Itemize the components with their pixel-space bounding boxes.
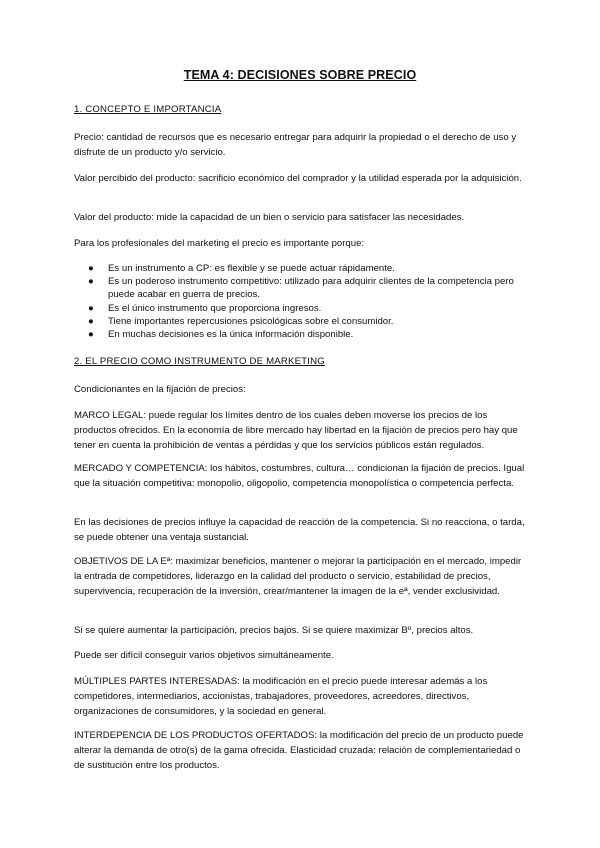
bullet-icon: ● [88, 302, 94, 314]
paragraph-dificil: Puede ser difícil conseguir varios objetivos simultáneamente. [74, 650, 334, 661]
bullet-icon: ● [88, 329, 94, 341]
paragraph-marco-legal: MARCO LEGAL: puede regular los límites dentro de los cuales deben moverse los precios de los productos ofrecidos. En la economía de libre mercado hay libertad en la fijación de precios pero hay que tener en cuenta la prohibición de ventas a pérdidas y que los servicios públicos están regulados. [74, 410, 518, 451]
bullet-icon: ● [88, 315, 94, 327]
paragraph-precio: Precio: cantidad de recursos que es necesario entregar para adquirir la propiedad o el derecho de uso y disfrute de un producto y/o servicio. [74, 132, 517, 158]
document-title: TEMA 4: DECISIONES SOBRE PRECIO [183, 68, 417, 82]
list-item: ● En muchas decisiones es la única información disponible. [88, 329, 354, 341]
paragraph-reaccion-competencia: En las decisiones de precios influye la capacidad de reacción de la competencia. Si no reacciona, o tarda, se puede obtener una ventaja sustancial. [74, 517, 525, 543]
paragraph-interdependencia: INTERDEPENCIA DE LOS PRODUCTOS OFERTADOS: la modificación del precio de un producto puede alterar la demanda de otro(s) de la gama ofrecida. Elasticidad cruzada: relación de complementariedad o de sustitución entre los productos. [74, 730, 524, 771]
list-item: ● Es un instrumento a CP: es flexible y se puede actuar rápidamente. [88, 263, 395, 274]
section-heading-concepto: 1. CONCEPTO E IMPORTANCIA [74, 104, 222, 115]
paragraph-valor-producto: Valor del producto: mide la capacidad de un bien o servicio para satisfacer las necesidades. [74, 212, 465, 223]
paragraph-mercado-competencia: MERCADO Y COMPETENCIA: los hábitos, costumbres, cultura… condicionan la fijación de precios. Igual que la situación competitiva: monopolio, oligopolio, competencia monopolística o competencia perfecta. [74, 463, 525, 489]
bullet-icon: ● [88, 276, 94, 288]
list-item: ● Es un poderoso instrumento competitivo: utilizado para adquirir clientes de la competencia pero puede acabar en guerra de precios. [88, 276, 514, 301]
list-item: ● Es el único instrumento que proporciona ingresos. [88, 302, 322, 314]
paragraph-participacion: Si se quiere aumentar la participación, precios bajos. Si se quiere maximizar Bº, precios altos. [74, 625, 474, 636]
paragraph-condicionantes: Condicionantes en la fijación de precios: [74, 384, 246, 395]
paragraph-profesionales: Para los profesionales del marketing el precio es importante porque: [74, 238, 365, 249]
paragraph-multiples-partes: MÚLTIPLES PARTES INTERESADAS: la modificación en el precio puede interesar además a los competidores, intermediarios, accionistas, trabajadores, proveedores, acreedores, directivos, organizaciones de consumidores, y la sociedad en general. [74, 676, 488, 717]
paragraph-objetivos: OBJETIVOS DE LA Eª: maximizar beneficios, mantener o mejorar la participación en el mercado, impedir la entrada de competidores, liderazgo en la calidad del producto o servicio, estabilidad de precios, supervivencia, recuperación de la inversión, crear/mantener la imagen de la eª, vender exclusividad. [74, 556, 522, 597]
bullet-icon: ● [88, 263, 94, 274]
importance-bullet-list [74, 262, 528, 341]
list-item: ● Tiene importantes repercusiones psicológicas sobre el consumidor. [88, 315, 394, 327]
paragraph-valor-percibido: Valor percibido del producto: sacrificio económico del comprador y la utilidad esperada por la adquisición. [74, 173, 522, 184]
section-heading-instrumento: 2. EL PRECIO COMO INSTRUMENTO DE MARKETING [74, 356, 325, 367]
